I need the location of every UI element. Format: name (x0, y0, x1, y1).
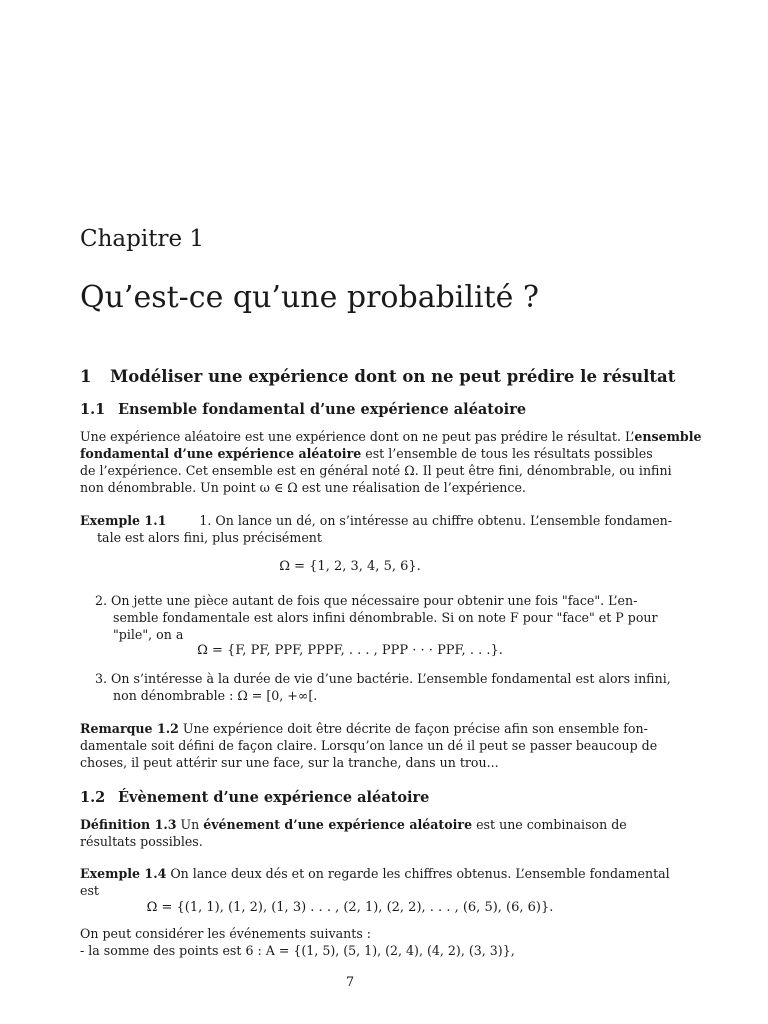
chapter-title: Qu’est-ce qu’une probabilité ? (80, 280, 539, 315)
example-1-item-2-line-1 (95, 593, 637, 608)
term-evenement: événement d’une expérience aléatoire (203, 817, 473, 832)
remark-label: Remarque 1.2 (80, 721, 179, 736)
example-label: Exemple 1.1 (80, 513, 167, 528)
example-1-item-2-line-2: semble fondamentale est alors infini dénombrable. Si on note F pour "face" et P pour (113, 610, 658, 625)
intro-line-4: non dénombrable. Un point ω ∈ Ω est une réalisation de l’expérience. (80, 480, 526, 495)
definition-label: Définition 1.3 (80, 817, 177, 832)
example-1-item-3-line-2: non dénombrable : Ω = [0, +∞[. (113, 688, 318, 703)
remark-line-3: choses, il peut attérir sur une face, sur la tranche, dans un trou... (80, 755, 499, 770)
chapter-label: Chapitre 1 (80, 226, 204, 252)
intro-text: Une expérience aléatoire est une expérience dont on ne peut pas prédire le résultat. L’ (80, 429, 635, 444)
subsection-number: 1.1 (80, 401, 106, 418)
term-fondamental: fondamental d’une expérience aléatoire (80, 446, 362, 461)
page-number: 7 (345, 975, 355, 990)
intro-text: est l’ensemble de tous les résultats possibles (361, 446, 653, 461)
item-text: On jette une pièce autant de fois que nécessaire pour obtenir une fois "face". L’en- (111, 593, 638, 608)
formula-omega-coin: Ω = {F, PF, PPF, PPPF, . . . , PPP · · · PPF, . . .}. (197, 643, 503, 658)
example-1-item-2-line-3: "pile", on a (113, 627, 184, 642)
example-1-item-3-line-1 (95, 671, 671, 686)
remark-line-2: damentale soit défini de façon claire. Lorsqu’on lance un dé il peut se passer beaucoup de (80, 738, 658, 753)
events-line-2: - la somme des points est 6 : A = {(1, 5), (5, 1), (2, 4), (4, 2), (3, 3)}, (80, 943, 515, 958)
item-number: 2. (95, 593, 108, 608)
intro-line-3: de l’expérience. Cet ensemble est en général noté Ω. Il peut être fini, dénombrable, ou infini (80, 463, 672, 478)
subsection-title: Ensemble fondamental d’une expérience aléatoire (118, 401, 527, 418)
item-number: 1. (199, 513, 212, 528)
term-ensemble: ensemble (634, 429, 702, 444)
example-text: On lance deux dés et on regarde les chiffres obtenus. L’ensemble fondamental (166, 866, 670, 881)
section-title: Modéliser une expérience dont on ne peut prédire le résultat (110, 367, 676, 386)
remark-text: Une expérience doit être décrite de façon précise afin son ensemble fon- (178, 721, 648, 736)
example-label: Exemple 1.4 (80, 866, 167, 881)
formula-omega-die: Ω = {1, 2, 3, 4, 5, 6}. (279, 559, 421, 574)
section-heading (80, 367, 675, 386)
events-line-1: On peut considérer les événements suivants : (80, 926, 372, 941)
example-1-line-1 (80, 513, 672, 528)
section-number: 1 (80, 367, 92, 386)
item-text: On s’intéresse à la durée de vie d’une bactérie. L’ensemble fondamental est alors infini, (111, 671, 671, 686)
formula-omega-two-dice: Ω = {(1, 1), (1, 2), (1, 3) . . . , (2, 1), (2, 2), . . . , (6, 5), (6, 6)}. (146, 900, 554, 915)
example-2-line-1 (80, 866, 670, 881)
subsection-number: 1.2 (80, 789, 106, 806)
definition-line-1 (80, 817, 627, 832)
remark-line-1 (80, 721, 648, 736)
intro-line-1 (80, 429, 702, 444)
definition-text: est une combinaison de (472, 817, 627, 832)
intro-line-2 (80, 446, 653, 461)
definition-text: Un (176, 817, 204, 832)
item-text: On lance un dé, on s’intéresse au chiffre obtenu. L’ensemble fondamen- (215, 513, 673, 528)
definition-line-2: résultats possibles. (80, 834, 203, 849)
subsection-heading-2 (80, 789, 429, 806)
example-2-line-2: est (80, 883, 99, 898)
subsection-title: Évènement d’une expérience aléatoire (118, 789, 430, 806)
item-number: 3. (95, 671, 108, 686)
example-1-line-2: tale est alors fini, plus précisément (97, 530, 322, 545)
subsection-heading-1 (80, 401, 526, 418)
